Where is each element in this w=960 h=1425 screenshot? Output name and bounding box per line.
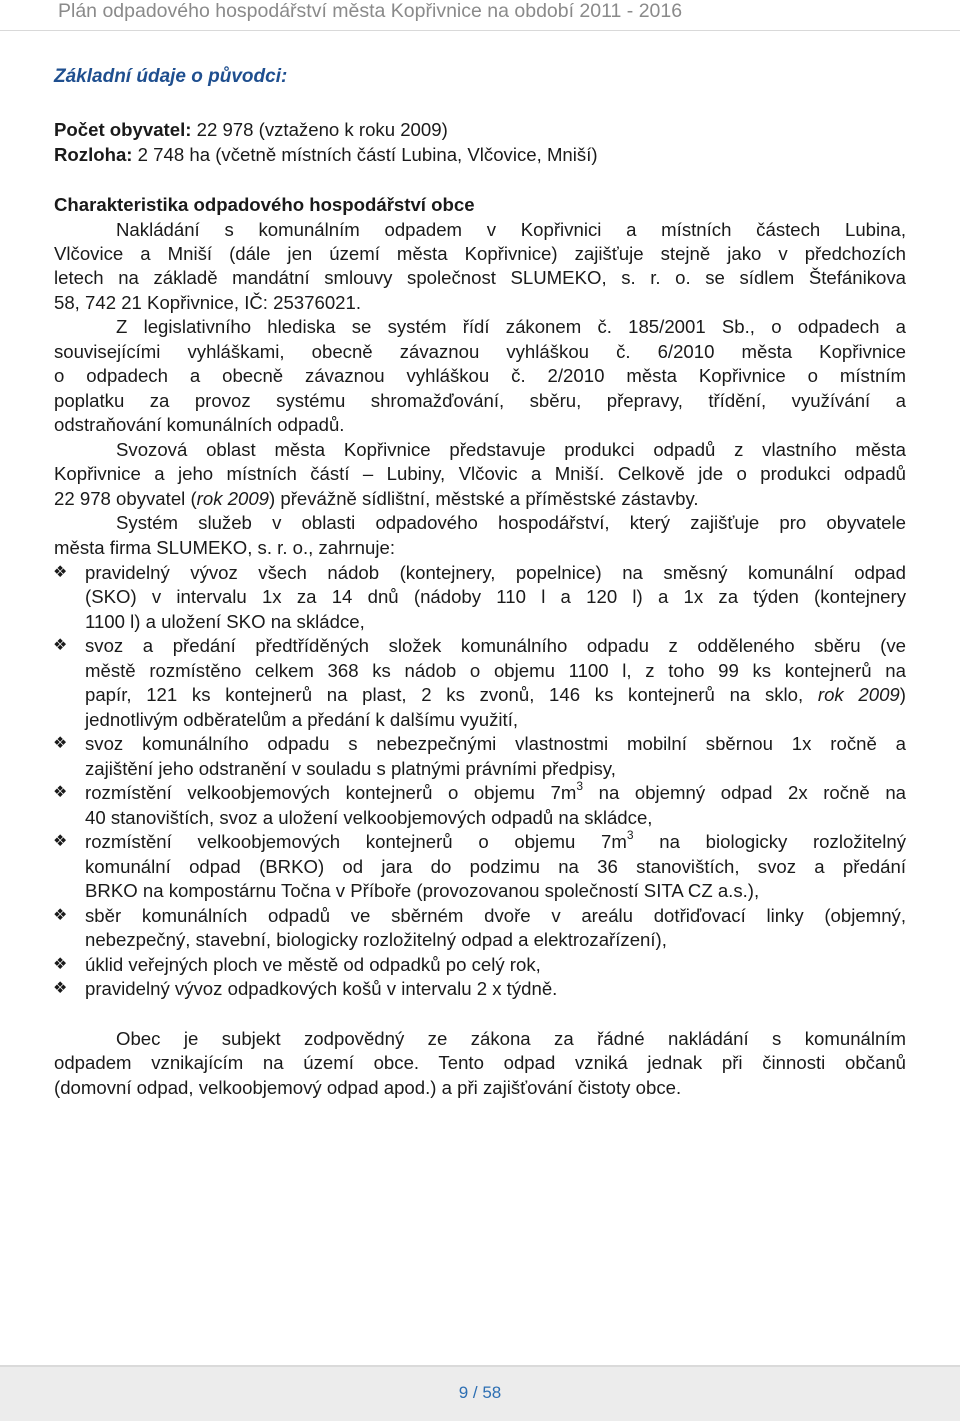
population-label: Počet obyvatel: — [54, 119, 192, 140]
list-item-line: 40 stanovištích, svoz a uložení velkoobjemových odpadů na skládce, — [85, 807, 653, 828]
paragraph-line: (domovní odpad, velkoobjemový odpad apod.) a při zajišťování čistoty obce. — [54, 1077, 682, 1098]
diamond-star-icon: ❖ — [53, 907, 68, 924]
paragraph-line: Svozová oblast města Kopřivnice představuje produkci odpadů z vlastního města — [116, 439, 906, 460]
list-item-line: komunální odpad (BRKO) od jara do podzimu na 36 stanovištích, svoz a předání — [85, 856, 906, 877]
list-item-line: pravidelný vývoz odpadkových košů v intervalu 2 x týdně. — [85, 978, 558, 999]
paragraph-line: Z legislativního hlediska se systém řídí zákonem č. 185/2001 Sb., o odpadech a — [116, 316, 906, 337]
list-item-line: 1100 l) a uložení SKO na skládce, — [85, 611, 365, 632]
paragraph-line: 58, 742 21 Kopřivnice, IČ: 25376021. — [54, 292, 362, 313]
diamond-star-icon: ❖ — [53, 637, 68, 654]
paragraph-line: letech na základě mandátní smlouvy společnost SLUMEKO, s. r. o. se sídlem Štefánikova — [54, 267, 906, 288]
list-item-line: jednotlivým odběratelům a předání k dalšímu využití, — [85, 709, 519, 730]
list-item-line — [85, 827, 906, 854]
paragraph-line: Kopřivnice a jeho místních částí – Lubiny, Vlčovic a Mniší. Celkově jde o produkci odpadů — [54, 463, 906, 484]
list-item-line: sběr komunálních odpadů ve sběrném dvoře v areálu dotřiďovací linky (objemný, — [85, 905, 906, 926]
list-item-line: nebezpečný, stavební, biologicky rozložitelný odpad a elektrozařízení), — [85, 929, 667, 950]
list-item-line — [85, 778, 907, 805]
list-item-line — [85, 683, 906, 707]
diamond-star-icon: ❖ — [53, 980, 68, 997]
paragraph-line: Systém služeb v oblasti odpadového hospodářství, který zajišťuje pro obyvatele — [116, 512, 906, 533]
text-run: 22 978 obyvatel ( — [54, 488, 197, 509]
text-run: papír, 121 ks kontejnerů na plast, 2 ks zvonů, 146 ks kontejnerů na sklo, — [85, 684, 818, 705]
text-run-italic: rok 2009 — [817, 684, 900, 705]
list-item-line: zajištění jeho odstranění v souladu s platnými právními předpisy, — [85, 758, 616, 779]
list-item-line: (SKO) v intervalu 1x za 14 dnů (nádoby 110 l a 120 l) a 1x za týden (kontejnery — [85, 586, 906, 607]
paragraph-line — [54, 487, 906, 511]
paragraph-line: o odpadech a obecně závaznou vyhláškou č. 2/2010 města Kopřivnice o místním — [54, 365, 906, 386]
population-value: 22 978 (vztaženo k roku 2009) — [191, 119, 448, 140]
list-item-line: pravidelný vývoz všech nádob (kontejnery, popelnice) na směsný komunální odpad — [85, 562, 906, 583]
list-item-line: úklid veřejných ploch ve městě od odpadků po celý rok, — [85, 954, 541, 975]
area-label: Rozloha: — [54, 144, 133, 165]
area-line — [54, 143, 906, 167]
text-run: rozmístění velkoobjemových kontejnerů o objemu 7m — [85, 831, 627, 852]
text-run: na objemný odpad 2x ročně na — [583, 782, 907, 803]
paragraph-line: Obec je subjekt zodpovědný ze zákona za řádné nakládání s komunálním — [116, 1028, 906, 1049]
page-header-title: Plán odpadového hospodářství města Kopřivnice na období 2011 - 2016 — [58, 0, 683, 22]
population-line — [54, 118, 906, 142]
diamond-star-icon: ❖ — [53, 784, 68, 801]
diamond-star-icon: ❖ — [53, 735, 68, 752]
paragraph-line: města firma SLUMEKO, s. r. o., zahrnuje: — [54, 537, 395, 558]
superscript: 3 — [576, 778, 584, 793]
header-divider — [0, 30, 960, 31]
text-run: ) — [899, 684, 906, 705]
paragraph-line: odstraňování komunálních odpadů. — [54, 414, 345, 435]
area-value: 2 748 ha (včetně místních částí Lubina, Vlčovice, Mniší) — [132, 144, 598, 165]
paragraph-line: Vlčovice a Mniší (dále jen území města Kopřivnice) zajišťuje stejně jako v předchozích — [54, 243, 906, 264]
page-number: 9 / 58 — [458, 1383, 502, 1402]
paragraph-line: odpadem vznikajícím na území obce. Tento odpad vzniká jednak při činnosti občanů — [54, 1052, 906, 1073]
list-item-line: BRKO na kompostárnu Točna v Příboře (provozovanou společností SITA CZ a.s.), — [85, 880, 760, 901]
section-title: Základní údaje o původci: — [54, 66, 288, 87]
paragraph-line: souvisejícími vyhláškami, obecně závaznou vyhláškou č. 6/2010 města Kopřivnice — [54, 341, 906, 362]
paragraph-line: poplatku za provoz systému shromažďování, sběru, přepravy, třídění, využívání a — [54, 390, 906, 411]
text-run: ) převážně sídlištní, městské a příměstské zástavby. — [269, 488, 699, 509]
diamond-star-icon: ❖ — [53, 833, 68, 850]
superscript: 3 — [626, 827, 634, 842]
diamond-star-icon: ❖ — [53, 956, 68, 973]
footer-divider — [0, 1365, 960, 1367]
text-run: na biologicky rozložitelný — [633, 831, 906, 852]
characteristic-title: Charakteristika odpadového hospodářství obce — [54, 194, 475, 215]
text-run-italic: rok 2009 — [196, 488, 270, 509]
paragraph-line: Nakládání s komunálním odpadem v Kopřivnici a místních částech Lubina, — [116, 219, 906, 240]
list-item-line: městě rozmístěno celkem 368 ks nádob o objemu 1100 l, z toho 99 ks kontejnerů na — [85, 660, 906, 681]
text-run: rozmístění velkoobjemových kontejnerů o objemu 7m — [85, 782, 577, 803]
list-item-line: svoz komunálního odpadu s nebezpečnými vlastnostmi mobilní sběrnou 1x ročně a — [85, 733, 906, 754]
list-item-line: svoz a předání předtříděných složek komunálního odpadu z odděleného sběru (ve — [85, 635, 906, 656]
diamond-star-icon: ❖ — [53, 564, 68, 581]
